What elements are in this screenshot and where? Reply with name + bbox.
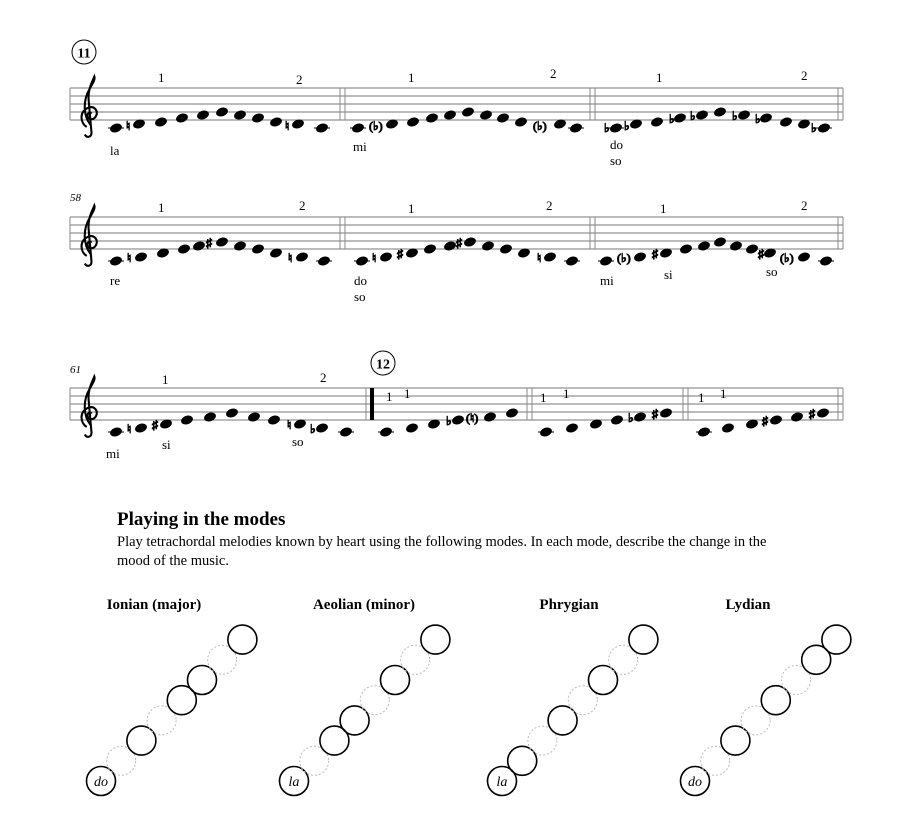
section-description: Play tetrachordal melodies known by heart using the following modes. In each mode, describe the change in the mood of the music.: [117, 534, 767, 569]
svg-text:11: 11: [77, 46, 91, 62]
solfege-syllables: [106, 434, 304, 461]
svg-text:♮: ♮: [285, 119, 290, 133]
svg-text:(♭): (♭): [369, 119, 383, 133]
svg-text:12: 12: [376, 357, 390, 373]
section-title: Playing in the modes: [117, 509, 286, 530]
mode-label-lydian: Lydian: [725, 597, 771, 613]
staff-lines: [70, 388, 843, 420]
measure-number-58: 58: [70, 192, 81, 204]
svg-text:♭: ♭: [628, 411, 634, 425]
treble-clef-icon: [82, 377, 97, 437]
svg-text:♭: ♭: [624, 119, 630, 133]
svg-text:(♮): (♮): [466, 411, 479, 425]
svg-text:mi: mi: [353, 139, 367, 154]
svg-text:♮: ♮: [127, 251, 132, 265]
mode-label-aeolian: Aeolian (minor): [312, 597, 416, 613]
mode-diagrams: [87, 625, 851, 795]
svg-text:1: 1: [563, 386, 570, 401]
scale-degree-circle: [822, 625, 851, 654]
svg-text:do: do: [610, 137, 623, 152]
staff-system-1: [70, 40, 843, 168]
svg-text:so: so: [292, 434, 304, 449]
svg-text:1: 1: [158, 70, 165, 85]
svg-text:♭: ♭: [669, 112, 675, 126]
start-syllable-label: la: [288, 775, 300, 790]
svg-text:so: so: [354, 289, 366, 304]
svg-text:♯: ♯: [456, 236, 462, 250]
svg-text:♭: ♭: [732, 109, 738, 123]
staff-system-2: [70, 192, 843, 304]
start-syllable-label: do: [94, 775, 108, 790]
treble-clef-icon: [82, 206, 97, 266]
svg-text:♭: ♭: [310, 422, 316, 436]
svg-text:(♭): (♭): [533, 119, 547, 133]
svg-text:♭: ♭: [755, 112, 761, 126]
scale-degree-circle: [228, 625, 257, 654]
svg-text:si: si: [162, 437, 171, 452]
svg-text:re: re: [110, 273, 121, 288]
svg-text:2: 2: [550, 66, 557, 81]
svg-text:1: 1: [158, 200, 165, 215]
svg-text:♮: ♮: [537, 251, 542, 265]
svg-text:1: 1: [540, 390, 547, 405]
svg-text:♭: ♭: [690, 109, 696, 123]
svg-text:1: 1: [404, 386, 411, 401]
fingerings: [158, 66, 808, 87]
scale-degree-circle: [421, 625, 450, 654]
svg-text:♮: ♮: [127, 422, 132, 436]
svg-text:♯: ♯: [758, 247, 764, 261]
svg-text:1: 1: [162, 372, 169, 387]
svg-text:1: 1: [698, 390, 705, 405]
svg-text:♯: ♯: [152, 418, 158, 432]
svg-text:2: 2: [296, 72, 303, 87]
svg-text:♭: ♭: [604, 121, 610, 135]
start-syllable-label: la: [496, 775, 508, 790]
svg-text:2: 2: [320, 370, 327, 385]
svg-text:2: 2: [801, 198, 808, 213]
svg-text:2: 2: [801, 68, 808, 83]
notes: [108, 107, 832, 135]
mode-ladder-lydian: [681, 625, 851, 795]
svg-text:2: 2: [546, 198, 553, 213]
svg-text:1: 1: [408, 201, 415, 216]
svg-text:1: 1: [408, 70, 415, 85]
svg-text:si: si: [664, 267, 673, 282]
svg-text:la: la: [110, 143, 120, 158]
fingerings: [158, 198, 808, 216]
staff-system-3: [70, 351, 843, 461]
section-marker-11: [72, 40, 96, 64]
svg-text:1: 1: [660, 201, 667, 216]
scale-degree-circle: [629, 625, 658, 654]
svg-text:1: 1: [386, 389, 393, 404]
treble-clef-icon: [82, 77, 97, 137]
svg-text:mi: mi: [106, 446, 120, 461]
svg-text:(♭): (♭): [617, 251, 631, 265]
svg-text:♯: ♯: [397, 247, 403, 261]
start-syllable-label: do: [688, 775, 702, 790]
svg-text:♯: ♯: [809, 407, 815, 421]
solfege-syllables: [110, 137, 623, 168]
mode-label-phrygian: Phrygian: [539, 597, 599, 613]
svg-text:♯: ♯: [206, 236, 212, 250]
svg-text:♮: ♮: [288, 251, 293, 265]
mode-label-ionian: Ionian (major): [106, 597, 202, 613]
svg-text:♮: ♮: [287, 418, 292, 432]
svg-text:♯: ♯: [762, 414, 768, 428]
svg-text:(♭): (♭): [780, 251, 794, 265]
svg-text:1: 1: [656, 70, 663, 85]
measure-number-61: 61: [70, 364, 81, 376]
svg-text:1: 1: [720, 386, 727, 401]
section-marker-12: [371, 351, 395, 375]
svg-text:♮: ♮: [126, 119, 131, 133]
svg-text:mi: mi: [600, 273, 614, 288]
svg-text:do: do: [354, 273, 367, 288]
svg-text:♭: ♭: [811, 121, 817, 135]
mode-ladder-phrygian: [488, 625, 658, 795]
solfege-syllables: [110, 264, 778, 304]
svg-text:so: so: [766, 264, 778, 279]
mode-ladder-aeolian: [280, 625, 450, 795]
fingerings: [162, 370, 727, 405]
svg-text:♮: ♮: [372, 251, 377, 265]
svg-text:♭: ♭: [446, 414, 452, 428]
svg-text:♯: ♯: [652, 407, 658, 421]
mode-ladder-ionian: [87, 625, 257, 795]
svg-text:2: 2: [299, 198, 306, 213]
svg-text:so: so: [610, 153, 622, 168]
svg-text:♯: ♯: [652, 247, 658, 261]
